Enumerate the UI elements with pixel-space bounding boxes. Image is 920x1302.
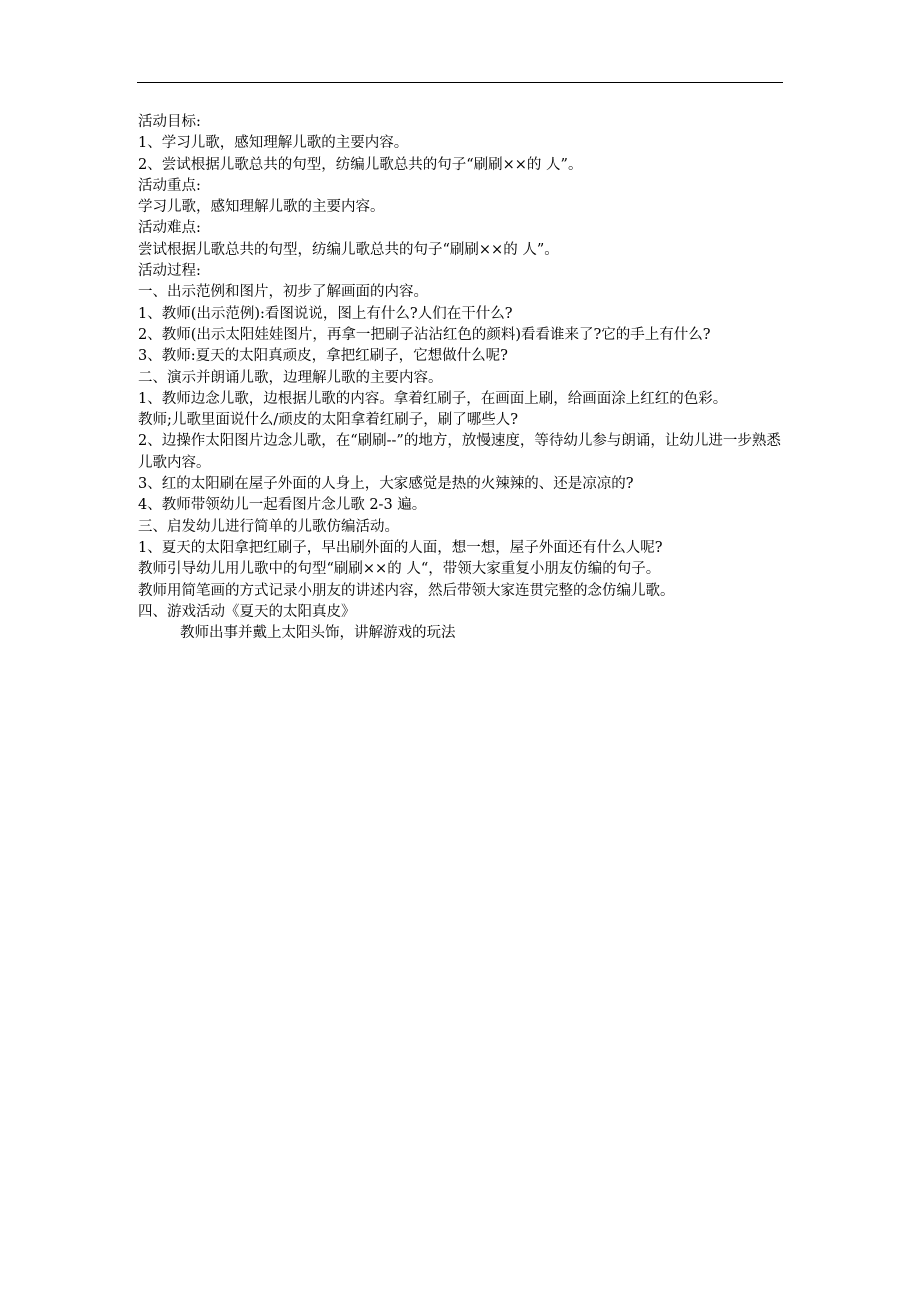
text-line: 1、学习儿歌，感知理解儿歌的主要内容。 xyxy=(138,135,409,152)
section-heading: 三、启发幼儿进行简单的儿歌仿编活动。 xyxy=(138,518,399,535)
section-heading: 四、游戏活动《夏天的太阳真皮》 xyxy=(138,603,356,620)
text-line: 4、教师带领幼儿一起看图片念儿歌 2-3 遍。 xyxy=(138,497,427,514)
text-line: 教师出事并戴上太阳头饰，讲解游戏的玩法 xyxy=(180,625,456,642)
text-line: 1、教师(出示范例):看图说说，图上有什么?人们在干什么? xyxy=(138,305,513,322)
text-line: 尝试根据儿歌总共的句型，纺编儿歌总共的句子“刷刷××的 人”。 xyxy=(138,241,559,258)
heading-difficulties: 活动难点: xyxy=(138,220,201,237)
document-body xyxy=(138,112,798,644)
text-line: 3、红的太阳刷在屋子外面的人身上，大家感觉是热的火辣辣的、还是凉凉的? xyxy=(138,476,634,493)
text-line: 教师引导幼儿用儿歌中的句型“刷刷××的 人“，带领大家重复小朋友仿编的句子。 xyxy=(138,561,661,578)
header-rule xyxy=(137,82,783,83)
text-line: 2、边操作太阳图片边念儿歌，在“刷刷--”的地方，放慢速度，等待幼儿参与朗诵，让幼儿进一步熟悉儿歌内容。 xyxy=(138,433,781,471)
text-line: 1、夏天的太阳拿把红刷子，早出刷外面的人面，想一想，屋子外面还有什么人呢? xyxy=(138,539,663,556)
heading-key-points: 活动重点: xyxy=(138,177,201,194)
text-line: 教师用简笔画的方式记录小朋友的讲述内容，然后带领大家连贯完整的念仿编儿歌。 xyxy=(138,582,675,599)
text-line: 学习儿歌，感知理解儿歌的主要内容。 xyxy=(138,199,385,216)
heading-goals: 活动目标: xyxy=(138,114,201,130)
text-line: 1、教师边念儿歌，边根据儿歌的内容。拿着红刷子，在画面上刷，给画面涂上红红的色彩。 xyxy=(138,390,728,407)
text-line: 2、尝试根据儿歌总共的句型，纺编儿歌总共的句子“刷刷××的 人”。 xyxy=(138,156,583,173)
heading-process: 活动过程: xyxy=(138,263,201,280)
text-line: 教师;儿歌里面说什么/顽皮的太阳拿着红刷子，刷了哪些人? xyxy=(138,412,519,429)
section-heading: 一、出示范例和图片，初步了解画面的内容。 xyxy=(138,284,428,301)
text-line: 2、教师(出示太阳娃娃图片，再拿一把刷子沾沾红色的颜料)看看谁来了?它的手上有什么? xyxy=(138,326,711,343)
text-line: 3、教师:夏天的太阳真顽皮，拿把红刷子，它想做什么呢? xyxy=(138,348,508,365)
section-heading: 二、演示并朗诵儿歌，边理解儿歌的主要内容。 xyxy=(138,369,443,386)
